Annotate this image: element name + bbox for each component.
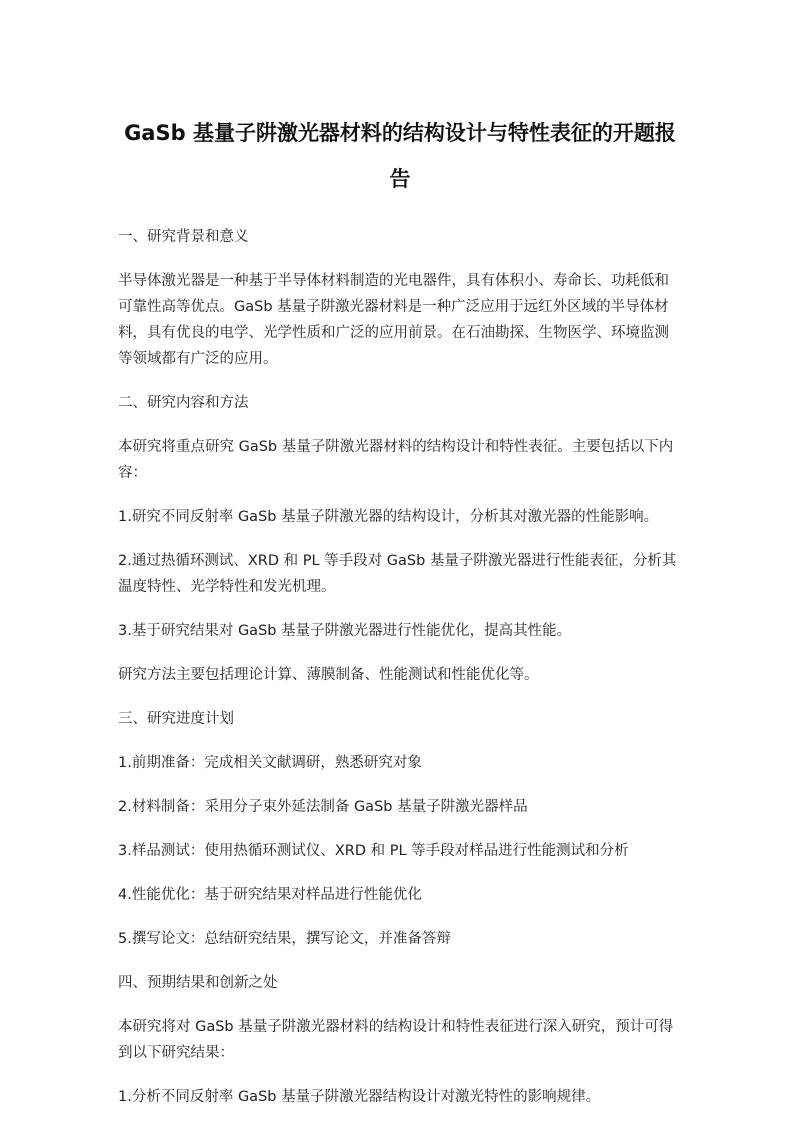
paragraph: 本研究将重点研究 GaSb 基量子阱激光器材料的结构设计和特性表征。主要包括以下内容：: [118, 439, 674, 481]
paragraph: 半导体激光器是一种基于半导体材料制造的光电器件，具有体积小、寿命长、功耗低和可靠性高等优点。GaSb 基量子阱激光器材料是一种广泛应用于远红外区域的半导体材料，具有优良的电学、光学性质和广泛的应用前景。在石油勘探、生物医学、环境监测等领域都有广泛的应用。: [118, 273, 669, 367]
section-background: [118, 224, 682, 372]
list-item: 2.材料制备：采用分子束外延法制备 GaSb 基量子阱激光器样品: [118, 799, 528, 815]
paragraph: 本研究将对 GaSb 基量子阱激光器材料的结构设计和特性表征进行深入研究，预计可得到以下研究结果：: [118, 1019, 674, 1061]
list-item: 1.分析不同反射率 GaSb 基量子阱激光器结构设计对激光特性的影响规律。: [118, 1089, 601, 1105]
list-item: 3.基于研究结果对 GaSb 基量子阱激光器进行性能优化，提高其性能。: [118, 623, 572, 639]
list-item: 1.研究不同反射率 GaSb 基量子阱激光器的结构设计，分析其对激光器的性能影响。: [118, 509, 659, 525]
list-item: 3.样品测试：使用热循环测试仪、XRD 和 PL 等手段对样品进行性能测试和分析: [118, 843, 629, 859]
section-heading: 一、研究背景和意义: [118, 229, 249, 245]
list-item: 2.通过热循环测试、XRD 和 PL 等手段对 GaSb 基量子阱激光器进行性能表征，分析其温度特性、光学特性和发光机理。: [118, 553, 677, 595]
section-heading: 四、预期结果和创新之处: [118, 975, 278, 991]
list-item: 1.前期准备：完成相关文献调研，熟悉研究对象: [118, 755, 422, 771]
list-item: 5.撰写论文：总结研究结果，撰写论文，并准备答辩: [118, 931, 451, 947]
section-schedule: [118, 706, 682, 952]
section-heading: 二、研究内容和方法: [118, 395, 249, 411]
section-expected-results: [118, 970, 682, 1110]
list-item: 4.性能优化：基于研究结果对样品进行性能优化: [118, 887, 422, 903]
section-heading: 三、研究进度计划: [118, 711, 234, 727]
paragraph: 研究方法主要包括理论计算、薄膜制备、性能测试和性能优化等。: [118, 667, 539, 683]
document-title: GaSb 基量子阱激光器材料的结构设计与特性表征的开题报告: [124, 121, 676, 191]
section-content-methods: [118, 390, 682, 688]
